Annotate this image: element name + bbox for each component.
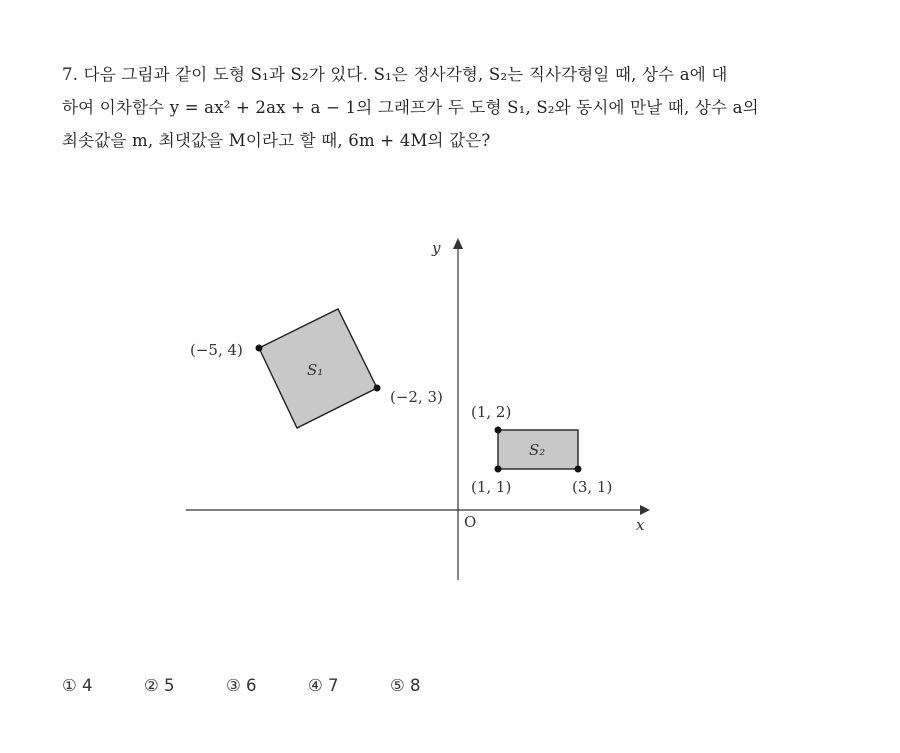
s2-point-bottom-right-label: (3, 1): [572, 478, 613, 496]
answer-choices: [62, 676, 472, 695]
s1-label: S₁: [307, 361, 324, 379]
s1-point-a-label: (−5, 4): [190, 341, 243, 359]
s1-point-b-label: (−2, 3): [390, 388, 443, 406]
choice-4[interactable]: ④ 7: [308, 676, 339, 695]
s2-label: S₂: [529, 441, 546, 459]
choice-5[interactable]: ⑤ 8: [390, 676, 421, 695]
origin-label: O: [464, 513, 477, 531]
s1-vertex-a: [256, 345, 263, 352]
s2-point-bottom-left-label: (1, 1): [471, 478, 512, 496]
x-axis-arrow: [640, 505, 650, 515]
problem-line-3: 최솟값을 m, 최댓값을 M이라고 할 때, 6m + 4M의 값은?: [62, 131, 491, 150]
y-axis-arrow: [453, 238, 463, 249]
choice-2[interactable]: ② 5: [144, 676, 175, 695]
choice-1[interactable]: ① 4: [62, 676, 93, 695]
s1-vertex-b: [374, 385, 381, 392]
s2-point-top-label: (1, 2): [471, 403, 512, 421]
s2-vertex-bottom-right: [575, 466, 582, 473]
choice-3[interactable]: ③ 6: [226, 676, 257, 695]
problem-line-1: 7. 다음 그림과 같이 도형 S₁과 S₂가 있다. S₁은 정사각형, S₂는 직사각형일 때, 상수 a에 대: [62, 65, 728, 84]
x-axis-label: x: [636, 516, 645, 534]
s2-vertex-top: [495, 427, 502, 434]
y-axis-label: y: [432, 239, 441, 257]
s2-vertex-bottom-left: [495, 466, 502, 473]
problem-line-2: 하여 이차함수 y = ax² + 2ax + a − 1의 그래프가 두 도형 S₁, S₂와 동시에 만날 때, 상수 a의: [62, 98, 759, 117]
